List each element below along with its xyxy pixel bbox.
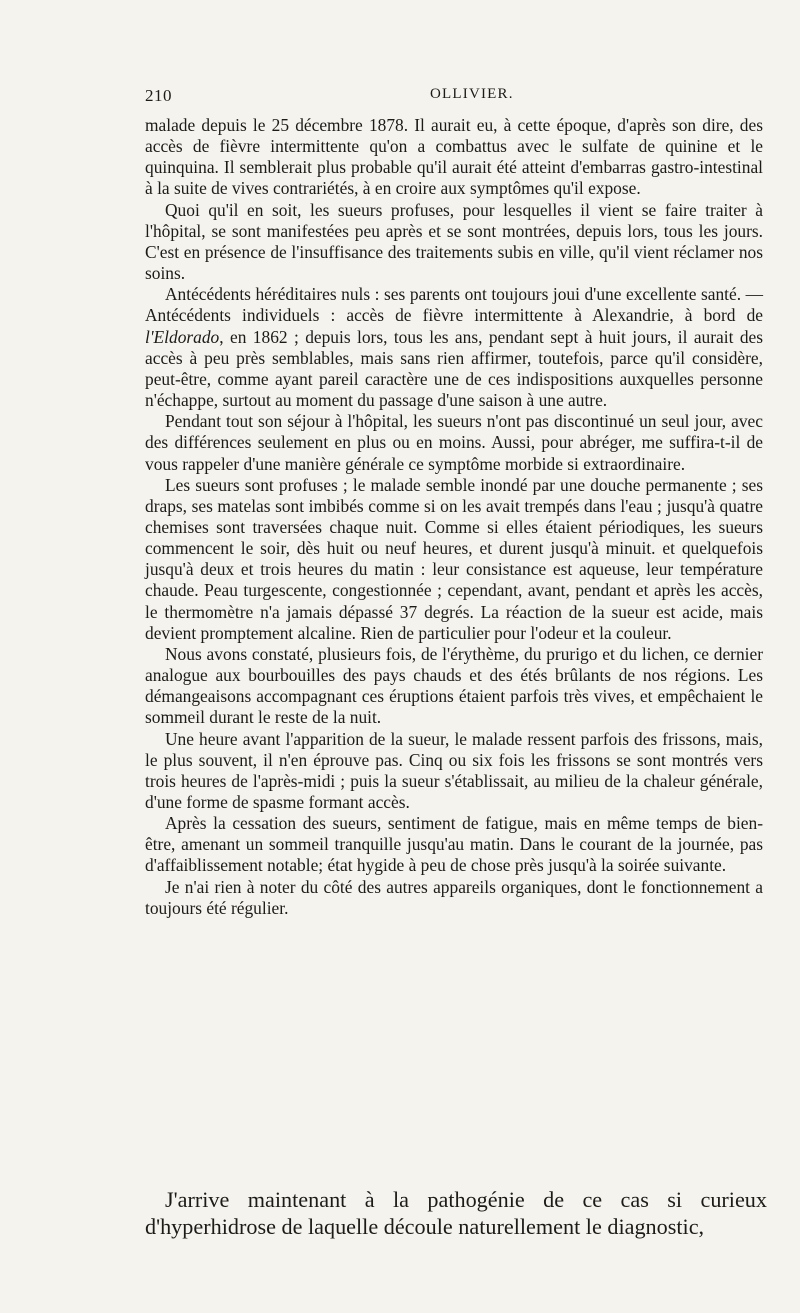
paragraph	[145, 284, 763, 411]
paragraph: Une heure avant l'apparition de la sueur, le malade ressent parfois des frissons, mais, le plus souvent, il n'en éprouve pas. Cinq ou six fois les frissons se sont montrés vers trois heures de l'après-midi ; puis la sueur s'établissait, au milieu de la chaleur générale, d'une forme de spasme formant accès.	[145, 728, 763, 812]
body-text	[145, 115, 763, 919]
paragraph: Quoi qu'il en soit, les sueurs profuses, pour lesquelles il vient se faire traiter à l'hôpital, se sont manifestées peu après et se sont montrées, depuis lors, tous les jours. C'est en présence de l'insuffisance des traitements subis en ville, qu'il vient réclamer nos soins.	[145, 199, 763, 284]
conclusion-paragraph: J'arrive maintenant à la pathogénie de ce cas si curieux d'hyperhidrose de laquelle découle naturellement le diagnostic,	[145, 1187, 767, 1239]
page-number: 210	[145, 86, 172, 105]
paragraph: Je n'ai rien à noter du côté des autres appareils organiques, dont le fonctionnement a toujours été régulier.	[145, 876, 763, 918]
ship-name: l'Eldorado	[145, 326, 220, 347]
paragraph: Pendant tout son séjour à l'hôpital, les sueurs n'ont pas discontinué un seul jour, avec des différences seulement en plus ou en moins. Aussi, pour abréger, me suffira-t-il de vous rappeler d'une manière générale ce symptôme morbide si extraordinaire.	[145, 411, 763, 474]
paragraph: Après la cessation des sueurs, sentiment de fatigue, mais en même temps de bien-être, amenant un sommeil tranquille jusqu'au matin. Dans le courant de la journée, pas d'affaiblissement notable; état hygide à peu de chose près jusqu'à la soirée suivante.	[145, 813, 763, 876]
running-title: OLLIVIER.	[430, 86, 514, 102]
paragraph: malade depuis le 25 décembre 1878. Il aurait eu, à cette époque, d'après son dire, des accès de fièvre intermittente qu'on a combattus avec le sulfate de quinine et le quinquina. Il semblerait plus probable qu'il aurait été atteint d'embarras gastro-intestinal à la suite de vives contrariétés, à en croire aux symptômes qu'il expose.	[145, 115, 763, 199]
paragraph: Les sueurs sont profuses ; le malade semble inondé par une douche permanente ; ses draps, ses matelas sont imbibés comme si on les avait trempés dans l'eau ; jusqu'à quatre chemises sont traversées chaque nuit. Comme si elles étaient périodiques, les sueurs commencent le soir, dès huit ou neuf heures, et durent jusqu'à minuit. et quelquefois jusqu'à deux et trois heures du matin : leur consistance est aqueuse, leur température chaude. Peau turgescente, congestionnée ; cependant, avant, pendant et après les accès, le thermomètre n'a jamais dépassé 37 degrés. La réaction de la sueur est acide, mais devient promptement alcaline. Rien de particulier pour l'odeur et la couleur.	[145, 474, 763, 643]
paragraph-text: , en 1862 ; depuis lors, tous les ans, pendant sept à huit jours, il aurait des accès à peu près semblables, mais sans rien affirmer, toutefois, parce qu'il considère, peut-être, comme ayant pareil caractère une de ces indispositions auxquelles personne n'échappe, surtout au moment du passage d'une saison à une autre.	[145, 326, 763, 411]
page-header	[145, 86, 755, 108]
paragraph-text: Antécédents héréditaires nuls : ses parents ont toujours joui d'une excellente santé. — Antécédents individuels : accès de fièvre intermittente à Alexandrie, à bord de	[145, 284, 763, 326]
conclusion-text	[145, 1186, 767, 1240]
paragraph: Nous avons constaté, plusieurs fois, de l'érythème, du prurigo et du lichen, ce dernier analogue aux bourbouilles des pays chauds et des étés brûlants de nos régions. Les démangeaisons accompagnant ces éruptions étaient parfois très vives, et empêchaient le sommeil durant le reste de la nuit.	[145, 643, 763, 728]
